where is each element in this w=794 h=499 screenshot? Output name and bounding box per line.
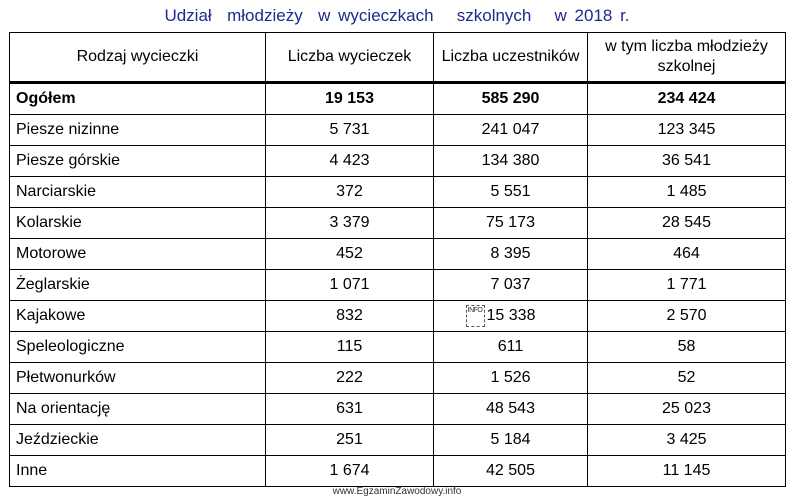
table-row	[10, 239, 786, 270]
watermark-url: www.EgzaminZawodowy.info	[332, 486, 462, 497]
row-participants: 5 551	[434, 177, 588, 208]
row-participants: 1 526	[434, 363, 588, 394]
row-youth: 1 485	[588, 177, 786, 208]
row-youth: 123 345	[588, 115, 786, 146]
row-participants: 7 037	[434, 270, 588, 301]
table-row	[10, 177, 786, 208]
total-trips: 19 153	[266, 83, 434, 115]
row-participants	[434, 301, 588, 332]
row-name: Piesze nizinne	[10, 115, 266, 146]
header-participants: Liczba uczestników	[434, 33, 588, 83]
row-participants: 5 184	[434, 425, 588, 456]
row-name: Jeździeckie	[10, 425, 266, 456]
row-participants: 75 173	[434, 208, 588, 239]
row-participants: 134 380	[434, 146, 588, 177]
table-row	[10, 456, 786, 487]
table-row	[10, 332, 786, 363]
total-participants: 585 290	[434, 83, 588, 115]
row-trips: 1 071	[266, 270, 434, 301]
row-name: Narciarskie	[10, 177, 266, 208]
info-icon: INFO	[466, 305, 485, 327]
header-trips: Liczba wycieczek	[266, 33, 434, 83]
row-youth: 3 425	[588, 425, 786, 456]
row-participants: 8 395	[434, 239, 588, 270]
row-trips: 4 423	[266, 146, 434, 177]
row-youth: 58	[588, 332, 786, 363]
row-participants: 48 543	[434, 394, 588, 425]
row-trips: 3 379	[266, 208, 434, 239]
row-trips: 452	[266, 239, 434, 270]
table-row	[10, 363, 786, 394]
row-youth: 52	[588, 363, 786, 394]
row-participants: 42 505	[434, 456, 588, 487]
row-trips: 5 731	[266, 115, 434, 146]
total-youth: 234 424	[588, 83, 786, 115]
row-youth: 25 023	[588, 394, 786, 425]
header-type: Rodzaj wycieczki	[10, 33, 266, 83]
row-name: Na orientację	[10, 394, 266, 425]
total-row	[10, 83, 786, 115]
row-youth: 28 545	[588, 208, 786, 239]
row-trips: 222	[266, 363, 434, 394]
row-name: Speleologiczne	[10, 332, 266, 363]
table-row	[10, 394, 786, 425]
table-row	[10, 270, 786, 301]
row-youth: 36 541	[588, 146, 786, 177]
row-youth: 1 771	[588, 270, 786, 301]
row-name: Żeglarskie	[10, 270, 266, 301]
table-row	[10, 208, 786, 239]
row-name: Piesze górskie	[10, 146, 266, 177]
row-name: Kajakowe	[10, 301, 266, 332]
row-name: Inne	[10, 456, 266, 487]
header-row	[10, 33, 786, 83]
row-trips: 1 674	[266, 456, 434, 487]
row-participants-value: 15 338	[486, 307, 536, 325]
page-title: Udział młodzieży w wycieczkach szkolnych w 2018 r.	[164, 6, 630, 25]
row-trips: 832	[266, 301, 434, 332]
row-participants: 241 047	[434, 115, 588, 146]
row-youth: 464	[588, 239, 786, 270]
row-youth: 2 570	[588, 301, 786, 332]
table-row	[10, 115, 786, 146]
row-trips: 115	[266, 332, 434, 363]
header-youth: w tym liczba młodzieży szkolnej	[588, 33, 786, 83]
row-name: Motorowe	[10, 239, 266, 270]
row-participants: 611	[434, 332, 588, 363]
table-row	[10, 146, 786, 177]
row-name: Kolarskie	[10, 208, 266, 239]
row-youth: 11 145	[588, 456, 786, 487]
row-name: Płetwonurków	[10, 363, 266, 394]
total-label: Ogółem	[10, 83, 266, 115]
row-trips: 251	[266, 425, 434, 456]
row-trips: 631	[266, 394, 434, 425]
trips-table	[9, 32, 786, 487]
table-row	[10, 425, 786, 456]
row-trips: 372	[266, 177, 434, 208]
table-row	[10, 301, 786, 332]
